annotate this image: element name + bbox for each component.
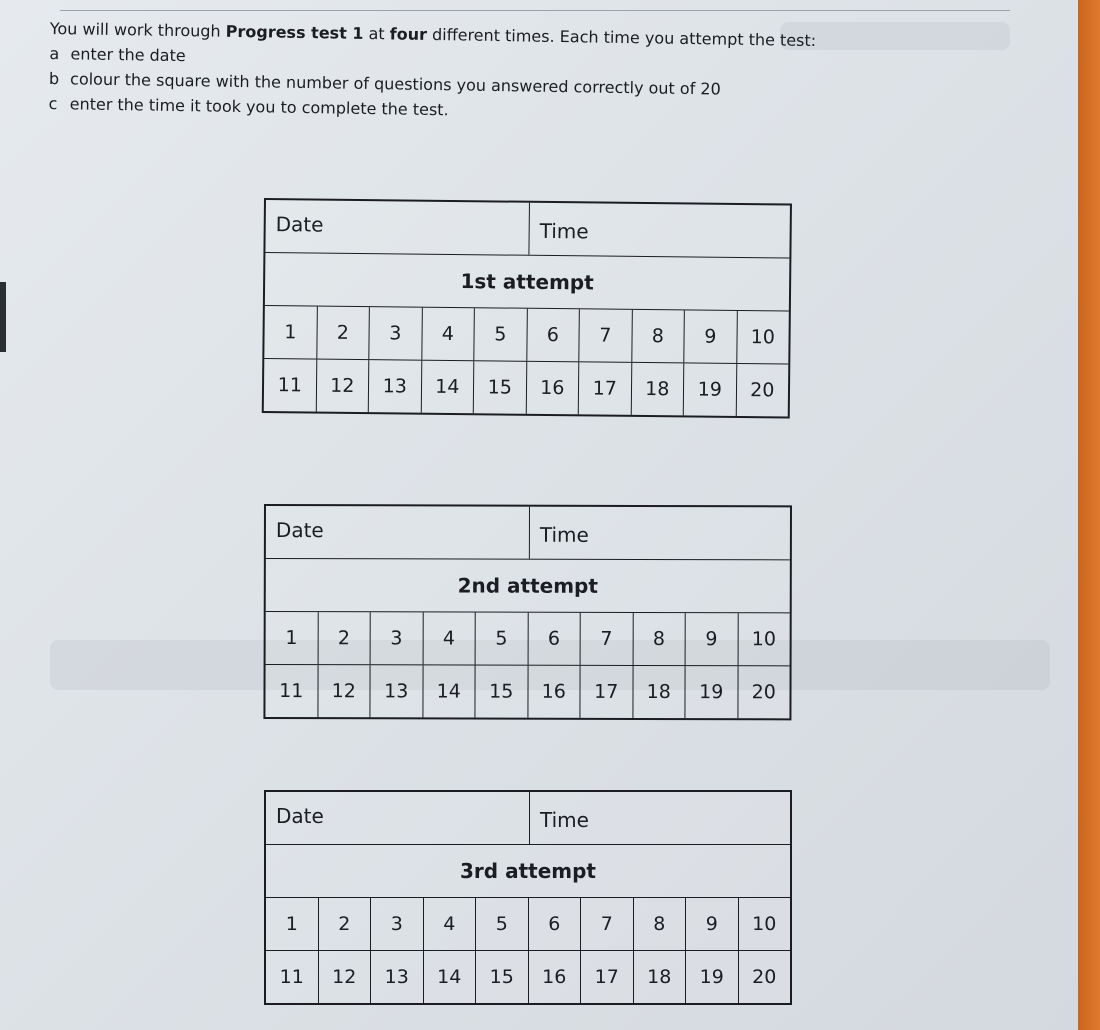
date-field[interactable]: Date: [266, 792, 530, 844]
attempt-table-3: [264, 790, 792, 1005]
score-square[interactable]: 11: [264, 359, 317, 412]
time-field[interactable]: Time: [539, 218, 589, 244]
score-square[interactable]: 19: [685, 666, 738, 718]
orange-background-edge: [1078, 0, 1100, 1030]
score-square[interactable]: 16: [526, 362, 579, 415]
date-time-row: [266, 792, 790, 845]
score-square[interactable]: 17: [581, 951, 634, 1003]
score-row: [265, 664, 789, 718]
score-square[interactable]: 18: [633, 666, 686, 718]
score-row: [266, 898, 790, 950]
top-rule: [60, 10, 1010, 11]
score-square[interactable]: 7: [581, 613, 634, 665]
score-square[interactable]: 10: [751, 628, 777, 651]
score-square[interactable]: 10: [750, 326, 776, 349]
score-square[interactable]: 11: [266, 951, 319, 1003]
score-square[interactable]: 6: [528, 613, 581, 665]
score-square[interactable]: 15: [474, 361, 527, 414]
score-square[interactable]: 14: [423, 665, 476, 717]
date-field[interactable]: Date: [266, 506, 530, 559]
score-square[interactable]: 8: [634, 898, 687, 950]
attempt-title: 3rd attempt: [266, 845, 790, 898]
score-square[interactable]: 12: [318, 665, 371, 717]
date-field[interactable]: Date: [265, 200, 530, 255]
score-square[interactable]: 1: [266, 898, 319, 950]
score-row: [266, 612, 790, 665]
score-square[interactable]: 16: [529, 951, 582, 1003]
score-square[interactable]: 2: [317, 307, 370, 360]
score-square[interactable]: 3: [369, 307, 422, 360]
score-square[interactable]: 14: [424, 951, 477, 1003]
score-square[interactable]: 17: [579, 362, 632, 415]
score-square[interactable]: 12: [316, 360, 369, 413]
bookmark-tab: [0, 322, 6, 352]
bookmark-tab: [0, 282, 6, 326]
score-square[interactable]: 9: [686, 613, 739, 665]
score-square[interactable]: 8: [633, 613, 686, 665]
score-row: [264, 358, 789, 416]
score-row: [266, 950, 790, 1003]
score-square[interactable]: 15: [476, 951, 529, 1003]
score-square[interactable]: 3: [371, 898, 424, 950]
score-square[interactable]: 3: [371, 612, 424, 664]
score-square[interactable]: 2: [318, 612, 371, 664]
score-square[interactable]: 20: [751, 681, 776, 704]
time-field[interactable]: Time: [540, 808, 589, 832]
score-square[interactable]: 7: [581, 898, 634, 950]
score-square[interactable]: 8: [632, 310, 685, 363]
instruction-step: b colour the square with the number of questions you answered correctly out of 20: [48, 68, 721, 99]
score-square[interactable]: 15: [475, 666, 528, 718]
score-square[interactable]: 4: [423, 612, 476, 664]
date-time-row: [266, 506, 790, 560]
score-square[interactable]: 5: [476, 898, 529, 950]
score-square[interactable]: 16: [528, 666, 581, 718]
instruction-step: c enter the time it took you to complete the test.: [48, 93, 449, 120]
score-square[interactable]: 6: [529, 898, 582, 950]
score-square[interactable]: 1: [266, 612, 319, 664]
score-square[interactable]: 13: [371, 951, 424, 1003]
score-square[interactable]: 1: [264, 306, 317, 359]
score-square[interactable]: 5: [476, 613, 529, 665]
attempt-table-2: [263, 504, 792, 720]
instruction-step: a enter the date: [49, 43, 186, 66]
score-square[interactable]: 13: [369, 360, 422, 413]
attempt-title: 2nd attempt: [266, 559, 790, 613]
instruction-line: You will work through Progress test 1 at four different times. Each time you attempt the test:: [49, 18, 817, 51]
score-square[interactable]: 7: [579, 309, 632, 362]
score-square[interactable]: 20: [752, 966, 777, 988]
instructions: [48, 16, 817, 128]
score-row: [264, 306, 789, 363]
score-square[interactable]: 4: [422, 308, 475, 361]
attempt-table-1: [262, 198, 792, 419]
score-square[interactable]: 19: [684, 363, 737, 416]
score-square[interactable]: 13: [370, 665, 423, 717]
score-square[interactable]: 19: [686, 951, 739, 1003]
score-square[interactable]: 20: [750, 379, 775, 402]
score-square[interactable]: 10: [752, 913, 777, 935]
score-square[interactable]: 4: [424, 898, 477, 950]
score-square[interactable]: 9: [686, 898, 739, 950]
score-square[interactable]: 18: [634, 951, 687, 1003]
attempt-title: 1st attempt: [265, 253, 790, 311]
score-square[interactable]: 14: [421, 361, 474, 414]
time-field[interactable]: Time: [539, 522, 589, 547]
score-square[interactable]: 11: [265, 665, 318, 717]
score-square[interactable]: 5: [474, 308, 527, 361]
score-square[interactable]: 2: [319, 898, 372, 950]
date-time-row: [265, 200, 790, 258]
score-square[interactable]: 12: [319, 951, 372, 1003]
score-square[interactable]: 18: [631, 363, 684, 416]
score-square[interactable]: 17: [580, 666, 633, 718]
score-square[interactable]: 9: [684, 310, 737, 363]
score-square[interactable]: 6: [527, 309, 580, 362]
